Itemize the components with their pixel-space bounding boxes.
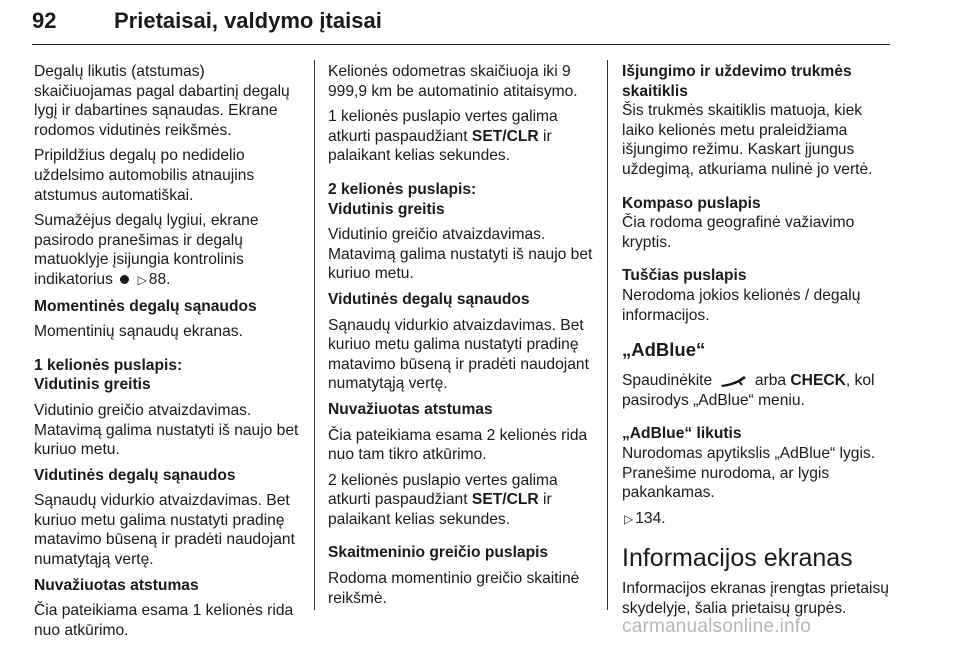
paragraph: Nerodoma jokios kelionės / degalų informacijos. bbox=[622, 286, 861, 324]
section-heading: 2 kelionės puslapis: bbox=[328, 180, 477, 198]
paragraph-text: Sumažėjus degalų lygiui, ekrane pasirodo pranešimas ir degalų matuoklyje įsijungia kontrolinis indikatorius bbox=[34, 212, 259, 288]
paragraph: Sąnaudų vidurkio atvaizdavimas. Bet kuriuo metu galima nustatyti pradinę matavimo būseną ir pradėti naudojant numatytąją vertę. bbox=[328, 316, 589, 393]
paragraph: Degalų likutis (atstumas) skaičiuojamas pagal dabartinį degalų lygį ir dabartines sąnaudas. Ekrane rodomos vidutinės reikšmės. bbox=[34, 63, 290, 139]
page-reference: 134. bbox=[635, 509, 666, 527]
paragraph-text: ir palaikant kelias sekundes. bbox=[328, 127, 552, 165]
section-heading: Momentinės degalų sąnaudos bbox=[34, 297, 257, 315]
paragraph-text: Spaudinėkite bbox=[622, 372, 713, 390]
key-label: SET/CLR bbox=[471, 127, 539, 145]
column-divider bbox=[314, 60, 315, 610]
paragraph: Momentinių sąnaudų ekranas. bbox=[34, 323, 243, 341]
section-heading: Skaitmeninio greičio puslapis bbox=[328, 544, 549, 562]
paragraph: Informacijos ekranas įrengtas prietaisų skydelyje, šalia prietaisų grupės. bbox=[622, 580, 889, 617]
paragraph bbox=[622, 509, 894, 530]
paragraph-text: 1 kelionės puslapio vertes galima atkurti paspaudžiant bbox=[328, 108, 558, 145]
page-number: 92 bbox=[32, 8, 57, 33]
paragraph-text: 2 kelionės puslapio vertes galima atkurti paspaudžiant bbox=[328, 471, 558, 509]
section-heading: Vidutinės degalų sąnaudos bbox=[34, 466, 236, 484]
paragraph: Sąnaudų vidurkio atvaizdavimas. Bet kuriuo metu galima nustatyti pradinę matavimo būseną ir pradėti naudojant numatytąją vertę. bbox=[34, 492, 295, 569]
section-heading: Kompaso puslapis bbox=[622, 194, 761, 212]
section-heading: Išjungimo ir uždevimo trukmės skaitiklis bbox=[622, 63, 852, 100]
column-left bbox=[34, 62, 302, 646]
indicator-dot-icon bbox=[120, 275, 129, 284]
paragraph: Čia rodoma geografinė važiavimo kryptis. bbox=[622, 214, 855, 251]
header-rule bbox=[32, 44, 890, 45]
column-middle bbox=[328, 62, 596, 614]
paragraph: Pripildžius degalų po nedidelio uždelsimo automobilis atnaujins atstumus automatiškai. bbox=[34, 147, 255, 204]
paragraph-text: , kol pasirodys „AdBlue“ meniu. bbox=[622, 372, 875, 409]
paragraph: Vidutinio greičio atvaizdavimas. Matavimą galima nustatyti iš naujo bet kuriuo metu. bbox=[328, 226, 593, 283]
key-label: CHECK bbox=[790, 372, 846, 390]
section-heading: Vidutinis greitis bbox=[328, 200, 445, 218]
paragraph: Vidutinio greičio atvaizdavimas. Matavimą galima nustatyti iš naujo bet kuriuo metu. bbox=[34, 401, 299, 459]
watermark: carmanualsonline.info bbox=[622, 616, 812, 637]
section-heading: Tuščias puslapis bbox=[622, 267, 747, 285]
paragraph bbox=[328, 107, 596, 166]
key-label: SET/CLR bbox=[471, 491, 539, 509]
section-heading: Nuvažiuotas atstumas bbox=[328, 400, 493, 418]
paragraph: Nurodomas apytikslis „AdBlue“ lygis. Pranešime nurodoma, ar lygis pakankamas. bbox=[622, 444, 876, 502]
paragraph bbox=[328, 471, 596, 530]
page-title: Prietaisai, valdymo įtaisai bbox=[114, 8, 382, 33]
paragraph-text: arba bbox=[754, 372, 787, 390]
paragraph: Čia pateikiama esama 1 kelionės rida nuo atkūrimo. bbox=[34, 602, 294, 639]
paragraph-text: ir palaikant kelias sekundes. bbox=[328, 491, 552, 528]
paragraph: Kelionės odometras skaičiuoja iki 9 999,9 km be automatinio atitaisymo. bbox=[328, 63, 578, 100]
reference-arrow-icon: ▷ bbox=[137, 272, 147, 287]
section-heading: „AdBlue“ likutis bbox=[622, 425, 742, 443]
paragraph bbox=[34, 211, 302, 290]
subsection-title: „AdBlue“ bbox=[622, 339, 706, 361]
section-heading: Vidutinės degalų sąnaudos bbox=[328, 290, 530, 308]
section-heading: Nuvažiuotas atstumas bbox=[34, 576, 199, 594]
section-heading: Vidutinis greitis bbox=[34, 376, 151, 394]
paragraph: Čia pateikiama esama 2 kelionės rida nuo tam tikro atkūrimo. bbox=[328, 426, 588, 464]
page-reference: 88. bbox=[148, 270, 171, 288]
paragraph: Šis trukmės skaitiklis matuoja, kiek laiko kelionės metu praleidžiama išjungimo režimu. Kaskart įjungus uždegimą, atkuriama nulinė jo vertė. bbox=[622, 102, 873, 178]
chapter-title: Informacijos ekranas bbox=[622, 544, 853, 573]
paragraph bbox=[622, 371, 894, 410]
page-header bbox=[32, 4, 890, 46]
reference-arrow-icon: ▷ bbox=[624, 511, 634, 526]
column-right bbox=[622, 62, 894, 624]
section-heading: 1 kelionės puslapis: bbox=[34, 356, 183, 374]
column-divider bbox=[607, 60, 608, 610]
paragraph: Rodoma momentinio greičio skaitinė reikšmė. bbox=[328, 570, 580, 607]
steering-wheel-control-icon bbox=[720, 375, 748, 387]
